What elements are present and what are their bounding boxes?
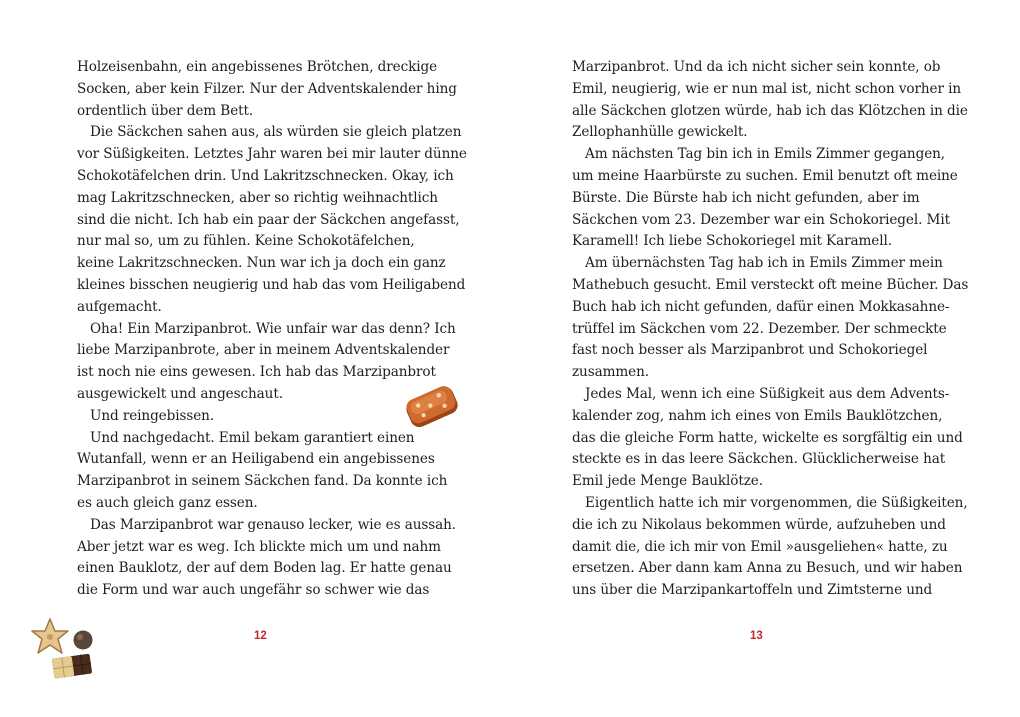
text-line: Bürste. Die Bürste hab ich nicht gefunden, aber im xyxy=(572,189,920,206)
text-line: Wutanfall, wenn er an Heiligabend ein angebissenes xyxy=(77,451,435,468)
left-text-column xyxy=(77,57,467,602)
text-line: das die gleiche Form hatte, wickelte es sorgfältig ein und xyxy=(572,429,963,446)
text-line: Die Säckchen sahen aus, als würden sie gleich platzen xyxy=(90,124,462,141)
text-line: die ich zu Nikolaus bekommen würde, aufzuheben und xyxy=(572,516,946,533)
text-line: Emil jede Menge Bauklötze. xyxy=(572,473,763,490)
text-line: uns über die Marzipankartoffeln und Zimtsterne und xyxy=(572,582,933,599)
text-line: aufgemacht. xyxy=(77,298,162,315)
marzipan-bread-icon xyxy=(400,384,464,430)
text-line: liebe Marzipanbrote, aber in meinem Adventskalender xyxy=(77,342,450,359)
text-line: damit die, die ich mir von Emil »ausgeliehen« hatte, zu xyxy=(572,538,948,555)
text-line: steckte es in das leere Säckchen. Glücklicherweise hat xyxy=(572,451,946,468)
chocolate-bar-icon xyxy=(48,650,98,682)
text-line: Marzipanbrot in seinem Säckchen fand. Da konnte ich xyxy=(77,473,448,490)
text-line: trüffel im Säckchen vom 22. Dezember. Der schmeckte xyxy=(572,320,947,337)
text-line: Am nächsten Tag bin ich in Emils Zimmer gegangen, xyxy=(585,146,946,163)
text-line: fast noch besser als Marzipanbrot und Schokoriegel xyxy=(572,342,928,359)
text-line: sind die nicht. Ich hab ein paar der Säckchen angefasst, xyxy=(77,211,460,228)
text-line: die Form und war auch ungefähr so schwer wie das xyxy=(77,582,430,599)
text-line: zusammen. xyxy=(572,364,649,381)
text-line: kleines bisschen neugierig und hab das vom Heiligabend xyxy=(77,276,466,293)
text-line: es auch gleich ganz essen. xyxy=(77,494,258,511)
text-line: Karamell! Ich liebe Schokoriegel mit Karamell. xyxy=(572,233,892,250)
text-line: ausgewickelt und angeschaut. xyxy=(77,385,283,402)
text-line: Zellophanhülle gewickelt. xyxy=(572,124,748,141)
text-line: ordentlich über dem Bett. xyxy=(77,102,254,119)
text-line: Am übernächsten Tag hab ich in Emils Zimmer mein xyxy=(585,255,943,272)
text-line: ersetzen. Aber dann kam Anna zu Besuch, und wir haben xyxy=(572,560,963,577)
text-line: einen Bauklotz, der auf dem Boden lag. Er hatte genau xyxy=(77,560,452,577)
page-number-right: 13 xyxy=(750,630,763,642)
text-line: Und reingebissen. xyxy=(90,407,215,424)
text-line: um meine Haarbürste zu suchen. Emil benutzt oft meine xyxy=(572,167,958,184)
text-line: Schokotäfelchen drin. Und Lakritzschnecken. Okay, ich xyxy=(77,167,454,184)
right-page xyxy=(510,0,1020,717)
text-line: Emil, neugierig, wie er nun mal ist, nicht schon vorher in xyxy=(572,80,962,97)
text-line: ist noch nie eins gewesen. Ich hab das Marzipanbrot xyxy=(77,364,436,381)
text-line: alle Säckchen glotzen würde, hab ich das Klötzchen in die xyxy=(572,102,968,119)
text-line: mag Lakritzschnecken, aber so richtig weihnachtlich xyxy=(77,189,438,206)
text-line: Das Marzipanbrot war genauso lecker, wie es aussah. xyxy=(90,516,456,533)
page-number-left: 12 xyxy=(254,630,267,642)
text-line: Marzipanbrot. Und da ich nicht sicher sein konnte, ob xyxy=(572,59,941,75)
text-line: Säckchen vom 23. Dezember war ein Schokoriegel. Mit xyxy=(572,211,950,228)
text-line: Eigentlich hatte ich mir vorgenommen, die Süßigkeiten, xyxy=(585,494,968,511)
text-line: vor Süßigkeiten. Letztes Jahr waren bei mir lauter dünne xyxy=(77,146,467,163)
text-line: nur mal so, um zu fühlen. Keine Schokotäfelchen, xyxy=(77,233,415,250)
text-line: Socken, aber kein Filzer. Nur der Adventskalender hing xyxy=(77,80,457,97)
text-line: Aber jetzt war es weg. Ich blickte mich um und nahm xyxy=(77,538,441,555)
text-line: keine Lakritzschnecken. Nun war ich ja doch ein ganz xyxy=(77,255,446,272)
text-line: kalender zog, nahm ich eines von Emils Bauklötzchen, xyxy=(572,407,943,424)
text-line: Buch hab ich nicht gefunden, dafür einen Mokkasahne- xyxy=(572,298,950,315)
text-line: Mathebuch gesucht. Emil versteckt oft meine Bücher. Das xyxy=(572,276,969,293)
text-line: Oha! Ein Marzipanbrot. Wie unfair war das denn? Ich xyxy=(90,320,456,337)
text-line: Jedes Mal, wenn ich eine Süßigkeit aus dem Advents- xyxy=(585,385,950,402)
text-line: Holzeisenbahn, ein angebissenes Brötchen, dreckige xyxy=(77,59,438,75)
right-text-column xyxy=(572,57,969,602)
text-line: Und nachgedacht. Emil bekam garantiert einen xyxy=(90,429,415,446)
